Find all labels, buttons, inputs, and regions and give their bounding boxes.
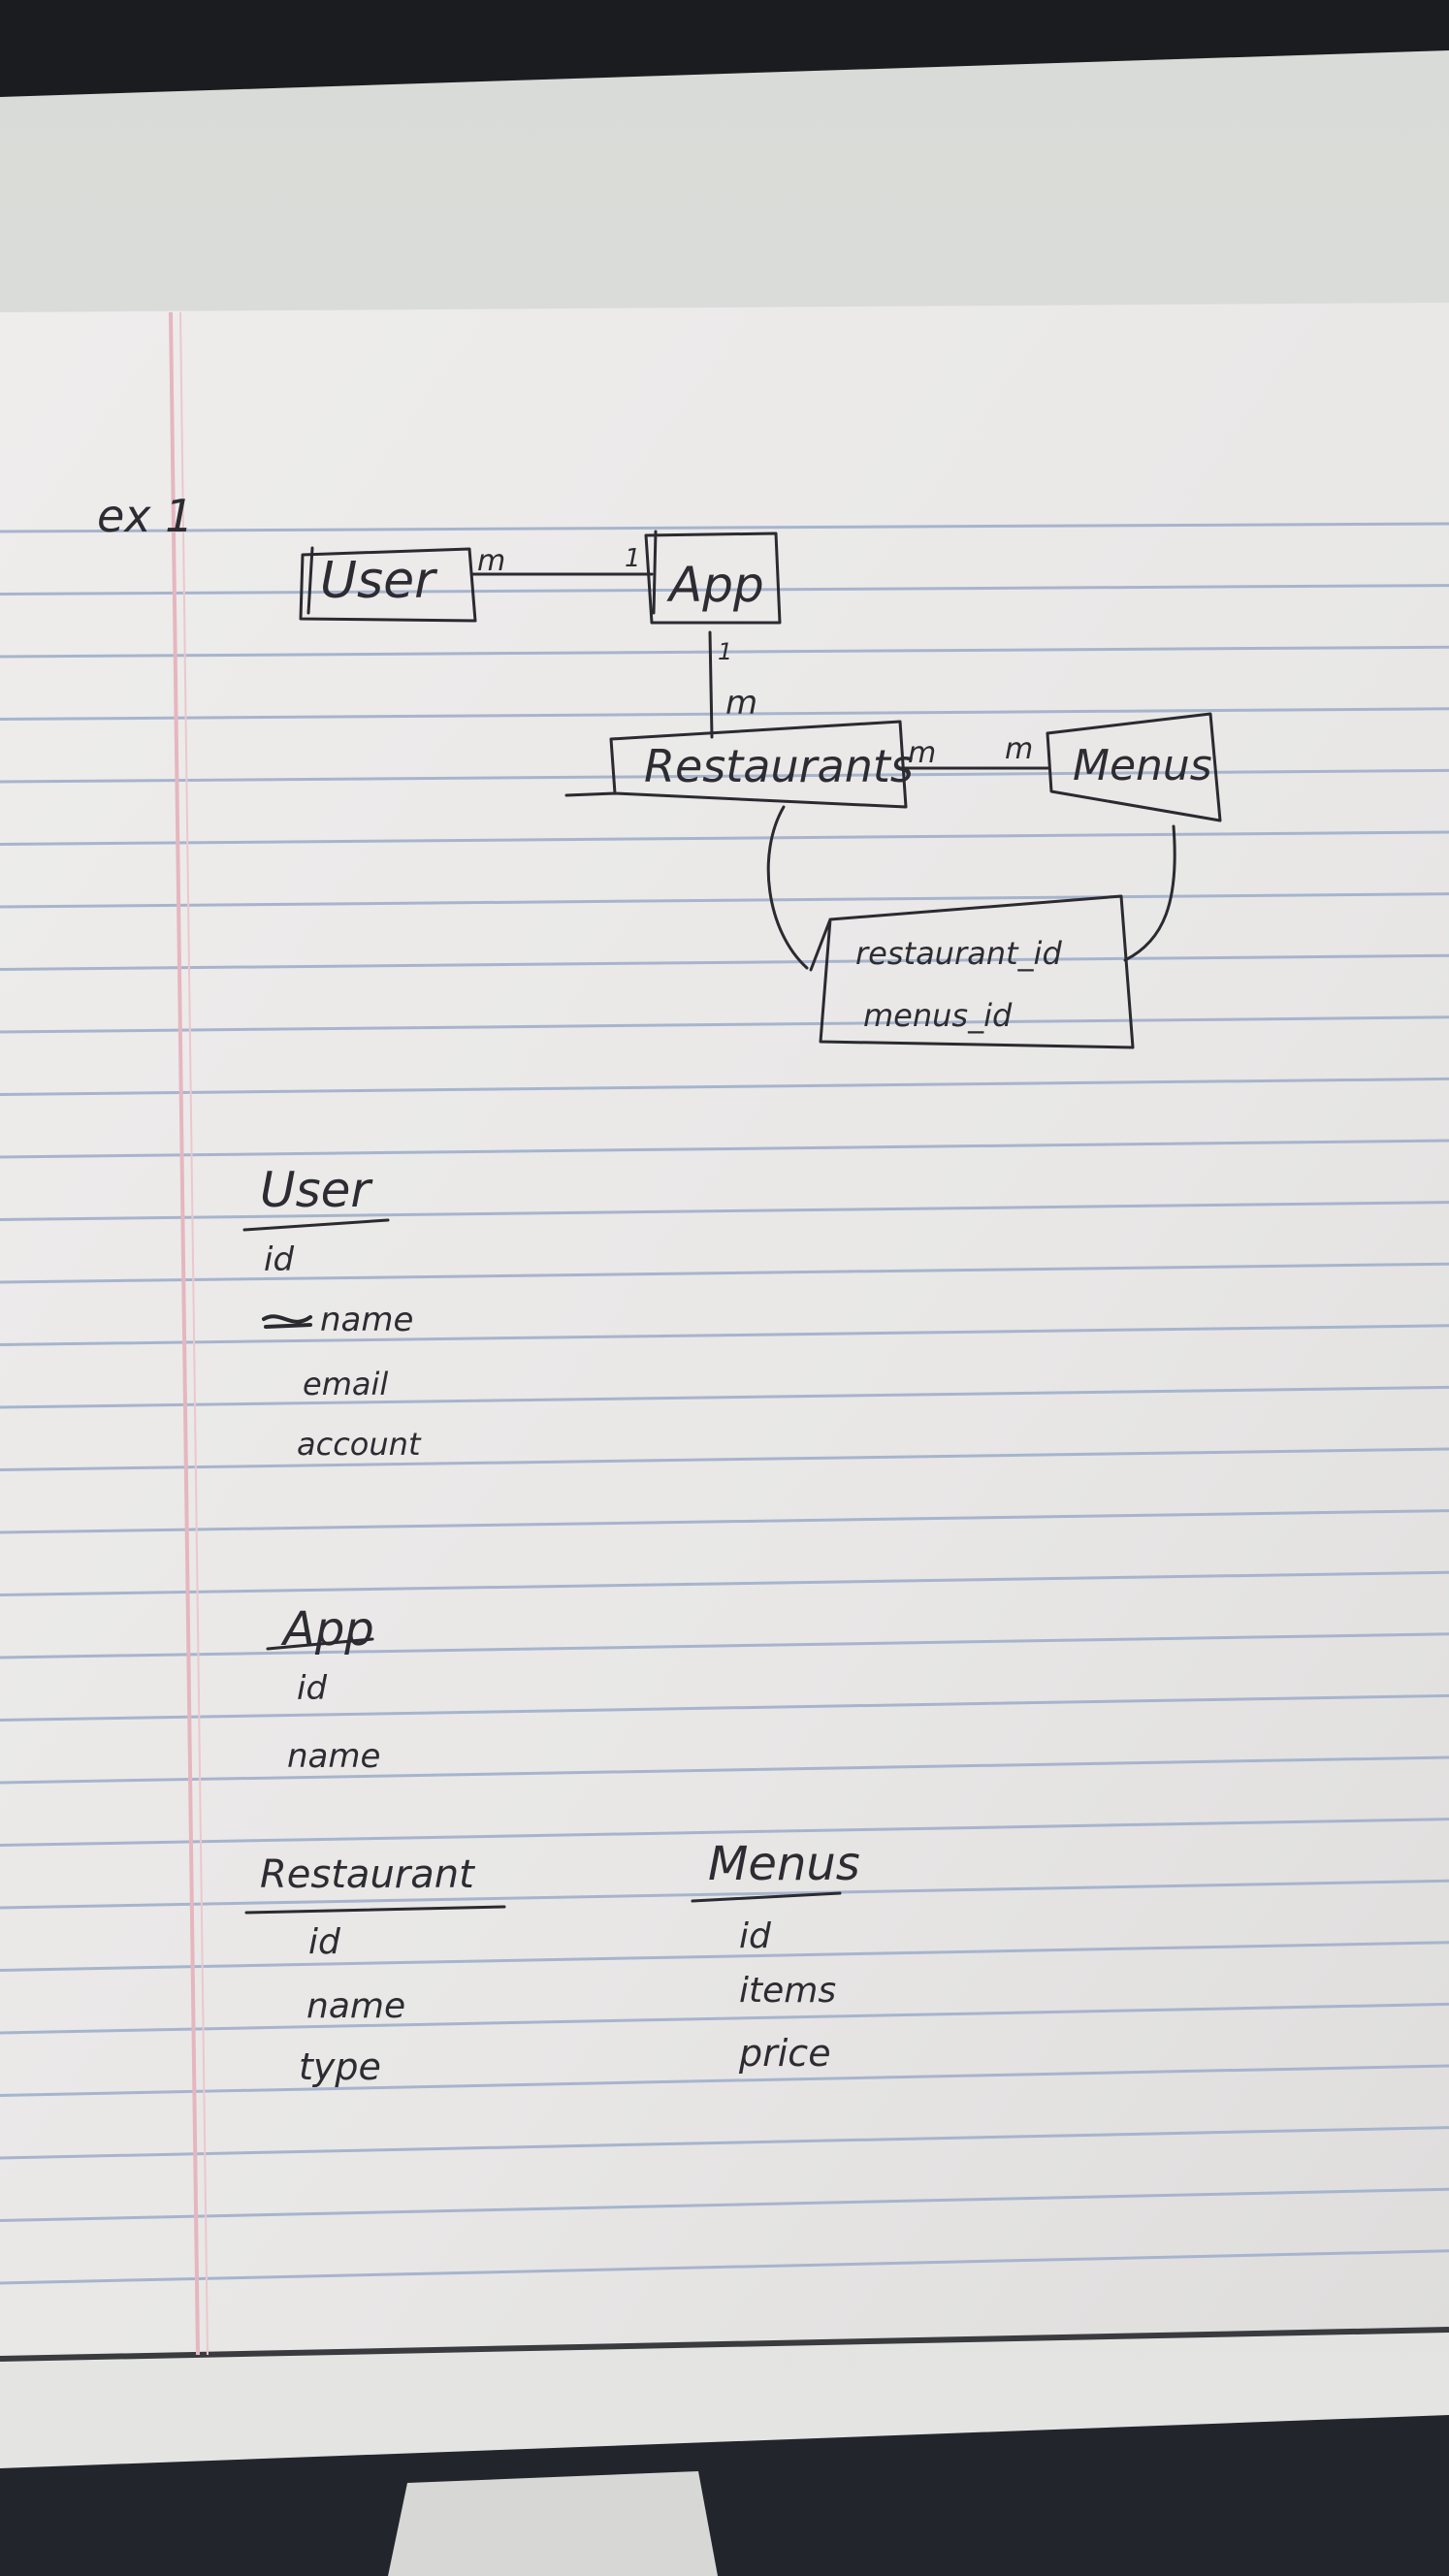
app-restaurants-relationship-line xyxy=(710,632,712,737)
user-field-3: email xyxy=(303,1366,389,1402)
page-heading: ex 1 xyxy=(97,490,194,542)
user-entity-label: User xyxy=(320,552,435,610)
app-entity-label: App xyxy=(669,557,764,613)
restaurant-field-3: type xyxy=(299,2045,381,2088)
user-app-cardinality-left: m xyxy=(477,544,506,578)
restaurants-menus-cardinality-right: m xyxy=(1005,732,1034,766)
user-schema-title: User xyxy=(260,1162,370,1218)
join-table-field-2: menus_id xyxy=(863,997,1013,1034)
menus-schema-title: Menus xyxy=(708,1837,860,1891)
restaurant-schema-title: Restaurant xyxy=(260,1852,474,1897)
restaurants-menus-cardinality-left: m xyxy=(908,736,937,770)
light-object xyxy=(388,2471,718,2576)
restaurants-entity-label: Restaurants xyxy=(644,740,914,792)
user-app-cardinality-right: 1 xyxy=(625,544,641,573)
menus-field-2: items xyxy=(739,1971,837,2011)
menus-entity-label: Menus xyxy=(1073,741,1212,790)
app-field-2: name xyxy=(287,1737,381,1776)
user-field-2: name xyxy=(320,1301,414,1339)
menus-field-3: price xyxy=(739,2032,831,2075)
user-field-1: id xyxy=(264,1240,295,1279)
user-field-4: account xyxy=(297,1426,421,1463)
app-restaurants-cardinality-bottom: m xyxy=(725,684,758,723)
restaurant-field-2: name xyxy=(306,1986,406,2026)
app-schema-title: App xyxy=(283,1602,374,1657)
restaurant-field-1: id xyxy=(308,1922,340,1962)
app-restaurants-cardinality-top: 1 xyxy=(718,638,733,665)
menus-field-1: id xyxy=(739,1916,771,1956)
app-field-1: id xyxy=(297,1669,328,1708)
join-table-field-1: restaurant_id xyxy=(855,935,1062,972)
